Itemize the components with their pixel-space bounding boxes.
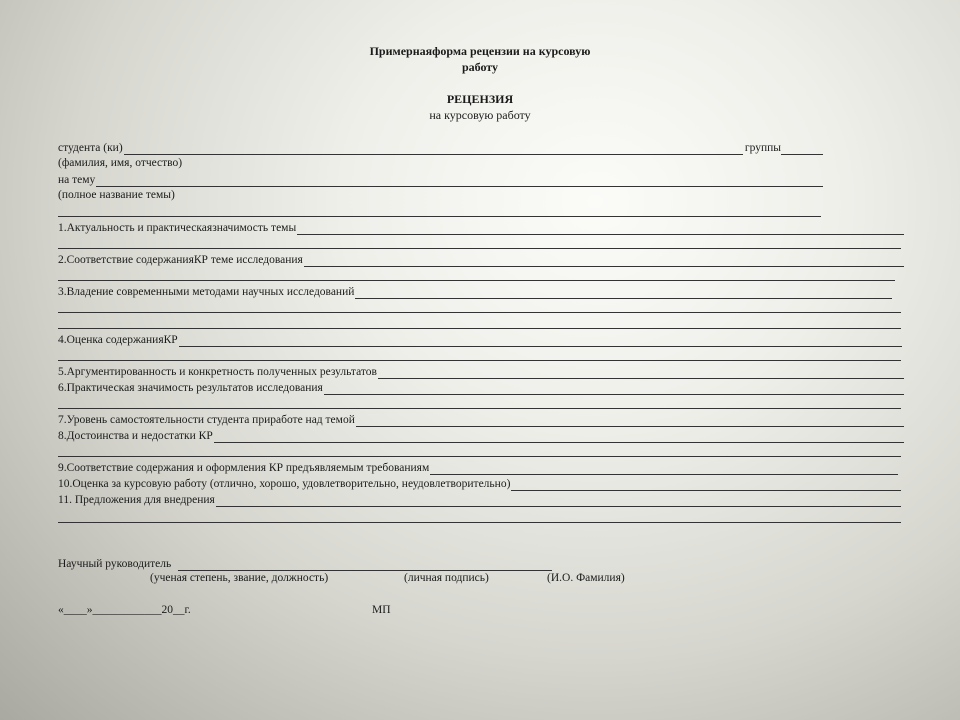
item-row (58, 492, 901, 507)
topic-line[interactable] (96, 175, 823, 187)
item-label: 2.Соответствие содержанияКР теме исследования (58, 254, 303, 266)
answer-line[interactable] (304, 255, 904, 267)
form-title-line1: Примернаяформа рецензии на курсовую (369, 44, 591, 58)
item-label: 7.Уровень самостоятельности студента приработе над темой (58, 414, 355, 426)
extra-line[interactable] (58, 360, 901, 361)
item-row (58, 252, 904, 267)
group-line[interactable] (781, 143, 823, 155)
topic-hint: (полное название темы) (58, 189, 175, 201)
item-row (58, 428, 904, 443)
item-row (58, 476, 901, 491)
answer-line[interactable] (430, 463, 898, 475)
answer-line[interactable] (214, 431, 904, 443)
item-label: 3.Владение современными методами научных исследований (58, 286, 355, 298)
group-label: группы (744, 142, 781, 154)
item-row (58, 380, 904, 395)
extra-line[interactable] (58, 280, 895, 281)
supervisor-label: Научный руководитель (58, 558, 172, 570)
item-label: 4.Оценка содержанияКР (58, 334, 178, 346)
extra-line[interactable] (58, 312, 901, 313)
answer-line[interactable] (511, 479, 901, 491)
stamp-label: МП (372, 604, 391, 616)
item-label: 5.Аргументированность и конкретность полученных результатов (58, 366, 377, 378)
item-row (58, 460, 898, 475)
item-row (58, 284, 892, 299)
answer-line[interactable] (179, 335, 902, 347)
topic-label: на тему (58, 174, 96, 186)
answer-line[interactable] (378, 367, 904, 379)
item-label: 9.Соответствие содержания и оформления КР предъявляемым требованиям (58, 462, 430, 474)
answer-line[interactable] (356, 415, 904, 427)
supervisor-row (58, 556, 552, 571)
topic-row (58, 172, 823, 187)
item-row (58, 364, 904, 379)
item-row (58, 220, 904, 235)
student-row (58, 140, 823, 155)
item-label: 6.Практическая значимость результатов исследования (58, 382, 323, 394)
extra-line[interactable] (58, 248, 901, 249)
item-label: 10.Оценка за курсовую работу (отлично, хорошо, удовлетворительно, неудовлетворительно) (58, 478, 511, 490)
full-name-hint: (И.О. Фамилия) (547, 572, 625, 584)
extra-line[interactable] (58, 328, 901, 329)
extra-line[interactable] (58, 456, 901, 457)
answer-line[interactable] (216, 495, 901, 507)
extra-line[interactable] (58, 522, 901, 523)
answer-line[interactable] (324, 383, 904, 395)
item-row (58, 412, 904, 427)
answer-line[interactable] (297, 223, 904, 235)
supervisor-line[interactable] (178, 559, 552, 571)
topic-continuation-line[interactable] (58, 216, 821, 217)
answer-line[interactable] (355, 287, 892, 299)
item-label: 8.Достоинства и недостатки КР (58, 430, 213, 442)
item-row (58, 332, 902, 347)
review-subtitle: на курсовую работу (429, 108, 531, 122)
student-name-line[interactable] (124, 143, 743, 155)
review-title: РЕЦЕНЗИЯ (446, 92, 514, 106)
signature-hint: (личная подпись) (404, 572, 489, 584)
degree-hint: (ученая степень, звание, должность) (150, 572, 329, 584)
date-field[interactable]: «____»____________20__г. (58, 604, 191, 616)
student-label: студента (ки) (58, 142, 123, 154)
item-label: 11. Предложения для внедрения (58, 494, 215, 506)
form-title-line2: работу (461, 60, 499, 74)
extra-line[interactable] (58, 408, 901, 409)
name-hint: (фамилия, имя, отчество) (58, 157, 183, 169)
item-label: 1.Актуальность и практическаязначимость темы (58, 222, 297, 234)
